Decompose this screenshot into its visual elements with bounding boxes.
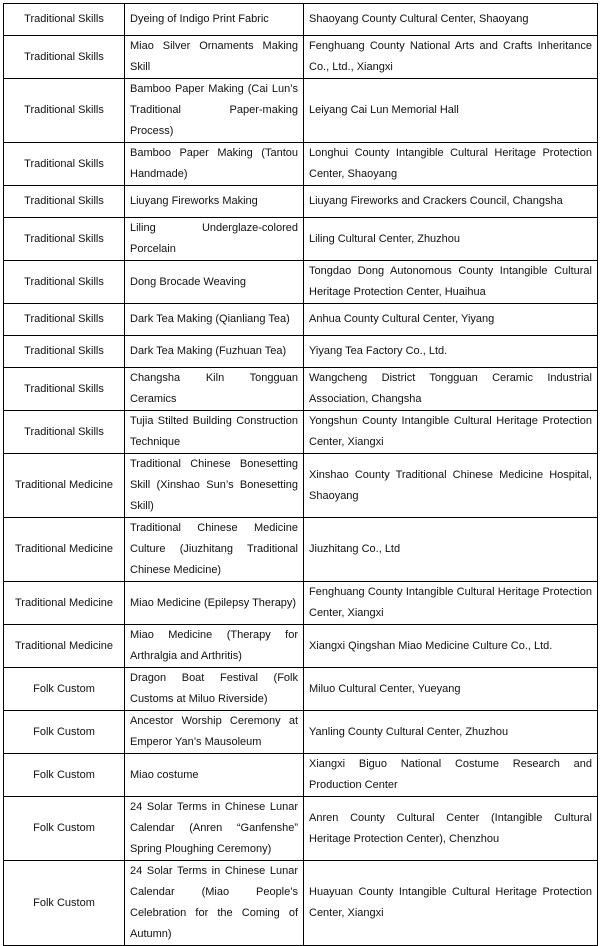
unit-cell: Fenghuang County Intangible Cultural Heritage Protection Center, Xiangxi bbox=[304, 582, 598, 625]
category-cell: Traditional Skills bbox=[4, 261, 125, 304]
unit-cell: Shaoyang County Cultural Center, Shaoyang bbox=[304, 4, 598, 36]
table-row bbox=[4, 668, 598, 711]
table-row bbox=[4, 582, 598, 625]
table-row bbox=[4, 754, 598, 797]
table-row bbox=[4, 711, 598, 754]
unit-cell: Wangcheng District Tongguan Ceramic Industrial Association, Changsha bbox=[304, 368, 598, 411]
item-cell: Bamboo Paper Making (Tantou Handmade) bbox=[125, 143, 304, 186]
table-row bbox=[4, 261, 598, 304]
heritage-table bbox=[3, 3, 598, 946]
unit-cell: Yongshun County Intangible Cultural Heritage Protection Center, Xiangxi bbox=[304, 411, 598, 454]
unit-cell: Yiyang Tea Factory Co., Ltd. bbox=[304, 336, 598, 368]
item-cell: Traditional Chinese Medicine Culture (Jiuzhitang Traditional Chinese Medicine) bbox=[125, 518, 304, 582]
category-cell: Traditional Skills bbox=[4, 411, 125, 454]
category-cell: Traditional Skills bbox=[4, 143, 125, 186]
category-cell: Folk Custom bbox=[4, 668, 125, 711]
category-cell: Traditional Medicine bbox=[4, 582, 125, 625]
category-cell: Traditional Skills bbox=[4, 304, 125, 336]
item-cell: Miao Medicine (Therapy for Arthralgia and Arthritis) bbox=[125, 625, 304, 668]
item-cell: Miao Silver Ornaments Making Skill bbox=[125, 36, 304, 79]
table-row bbox=[4, 518, 598, 582]
item-cell: Bamboo Paper Making (Cai Lun’s Traditional Paper-making Process) bbox=[125, 79, 304, 143]
table-row bbox=[4, 411, 598, 454]
category-cell: Traditional Medicine bbox=[4, 518, 125, 582]
table-row bbox=[4, 186, 598, 218]
table-row bbox=[4, 79, 598, 143]
item-cell: Dark Tea Making (Fuzhuan Tea) bbox=[125, 336, 304, 368]
item-cell: Tujia Stilted Building Construction Technique bbox=[125, 411, 304, 454]
item-cell: Dark Tea Making (Qianliang Tea) bbox=[125, 304, 304, 336]
unit-cell: Xiangxi Biguo National Costume Research and Production Center bbox=[304, 754, 598, 797]
unit-cell: Leiyang Cai Lun Memorial Hall bbox=[304, 79, 598, 143]
category-cell: Folk Custom bbox=[4, 861, 125, 946]
table-row bbox=[4, 336, 598, 368]
unit-cell: Xinshao County Traditional Chinese Medicine Hospital, Shaoyang bbox=[304, 454, 598, 518]
table-row bbox=[4, 143, 598, 186]
item-cell: 24 Solar Terms in Chinese Lunar Calendar (Miao People’s Celebration for the Coming of Autumn) bbox=[125, 861, 304, 946]
category-cell: Folk Custom bbox=[4, 711, 125, 754]
category-cell: Traditional Skills bbox=[4, 186, 125, 218]
category-cell: Traditional Skills bbox=[4, 336, 125, 368]
item-cell: Dyeing of Indigo Print Fabric bbox=[125, 4, 304, 36]
table-row bbox=[4, 218, 598, 261]
unit-cell: Huayuan County Intangible Cultural Heritage Protection Center, Xiangxi bbox=[304, 861, 598, 946]
table-row bbox=[4, 368, 598, 411]
category-cell: Traditional Medicine bbox=[4, 454, 125, 518]
item-cell: Changsha Kiln Tongguan Ceramics bbox=[125, 368, 304, 411]
heritage-table-body bbox=[4, 4, 598, 946]
item-cell: Traditional Chinese Bonesetting Skill (Xinshao Sun’s Bonesetting Skill) bbox=[125, 454, 304, 518]
category-cell: Traditional Medicine bbox=[4, 625, 125, 668]
category-cell: Traditional Skills bbox=[4, 368, 125, 411]
item-cell: Liling Underglaze-colored Porcelain bbox=[125, 218, 304, 261]
category-cell: Folk Custom bbox=[4, 797, 125, 861]
category-cell: Traditional Skills bbox=[4, 36, 125, 79]
unit-cell: Fenghuang County National Arts and Crafts Inheritance Co., Ltd., Xiangxi bbox=[304, 36, 598, 79]
table-row bbox=[4, 4, 598, 36]
table-row bbox=[4, 304, 598, 336]
unit-cell: Anren County Cultural Center (Intangible Cultural Heritage Protection Center), Chenzhou bbox=[304, 797, 598, 861]
table-row bbox=[4, 797, 598, 861]
table-row bbox=[4, 36, 598, 79]
category-cell: Traditional Skills bbox=[4, 218, 125, 261]
unit-cell: Longhui County Intangible Cultural Heritage Protection Center, Shaoyang bbox=[304, 143, 598, 186]
unit-cell: Tongdao Dong Autonomous County Intangible Cultural Heritage Protection Center, Huaihua bbox=[304, 261, 598, 304]
category-cell: Traditional Skills bbox=[4, 79, 125, 143]
unit-cell: Miluo Cultural Center, Yueyang bbox=[304, 668, 598, 711]
unit-cell: Liuyang Fireworks and Crackers Council, Changsha bbox=[304, 186, 598, 218]
item-cell: Dong Brocade Weaving bbox=[125, 261, 304, 304]
item-cell: Dragon Boat Festival (Folk Customs at Miluo Riverside) bbox=[125, 668, 304, 711]
category-cell: Traditional Skills bbox=[4, 4, 125, 36]
item-cell: Liuyang Fireworks Making bbox=[125, 186, 304, 218]
unit-cell: Liling Cultural Center, Zhuzhou bbox=[304, 218, 598, 261]
table-row bbox=[4, 454, 598, 518]
table-row bbox=[4, 861, 598, 946]
table-row bbox=[4, 625, 598, 668]
item-cell: Miao Medicine (Epilepsy Therapy) bbox=[125, 582, 304, 625]
item-cell: Miao costume bbox=[125, 754, 304, 797]
item-cell: 24 Solar Terms in Chinese Lunar Calendar (Anren “Ganfenshe” Spring Ploughing Ceremony) bbox=[125, 797, 304, 861]
item-cell: Ancestor Worship Ceremony at Emperor Yan’s Mausoleum bbox=[125, 711, 304, 754]
category-cell: Folk Custom bbox=[4, 754, 125, 797]
unit-cell: Anhua County Cultural Center, Yiyang bbox=[304, 304, 598, 336]
unit-cell: Yanling County Cultural Center, Zhuzhou bbox=[304, 711, 598, 754]
unit-cell: Jiuzhitang Co., Ltd bbox=[304, 518, 598, 582]
unit-cell: Xiangxi Qingshan Miao Medicine Culture Co., Ltd. bbox=[304, 625, 598, 668]
